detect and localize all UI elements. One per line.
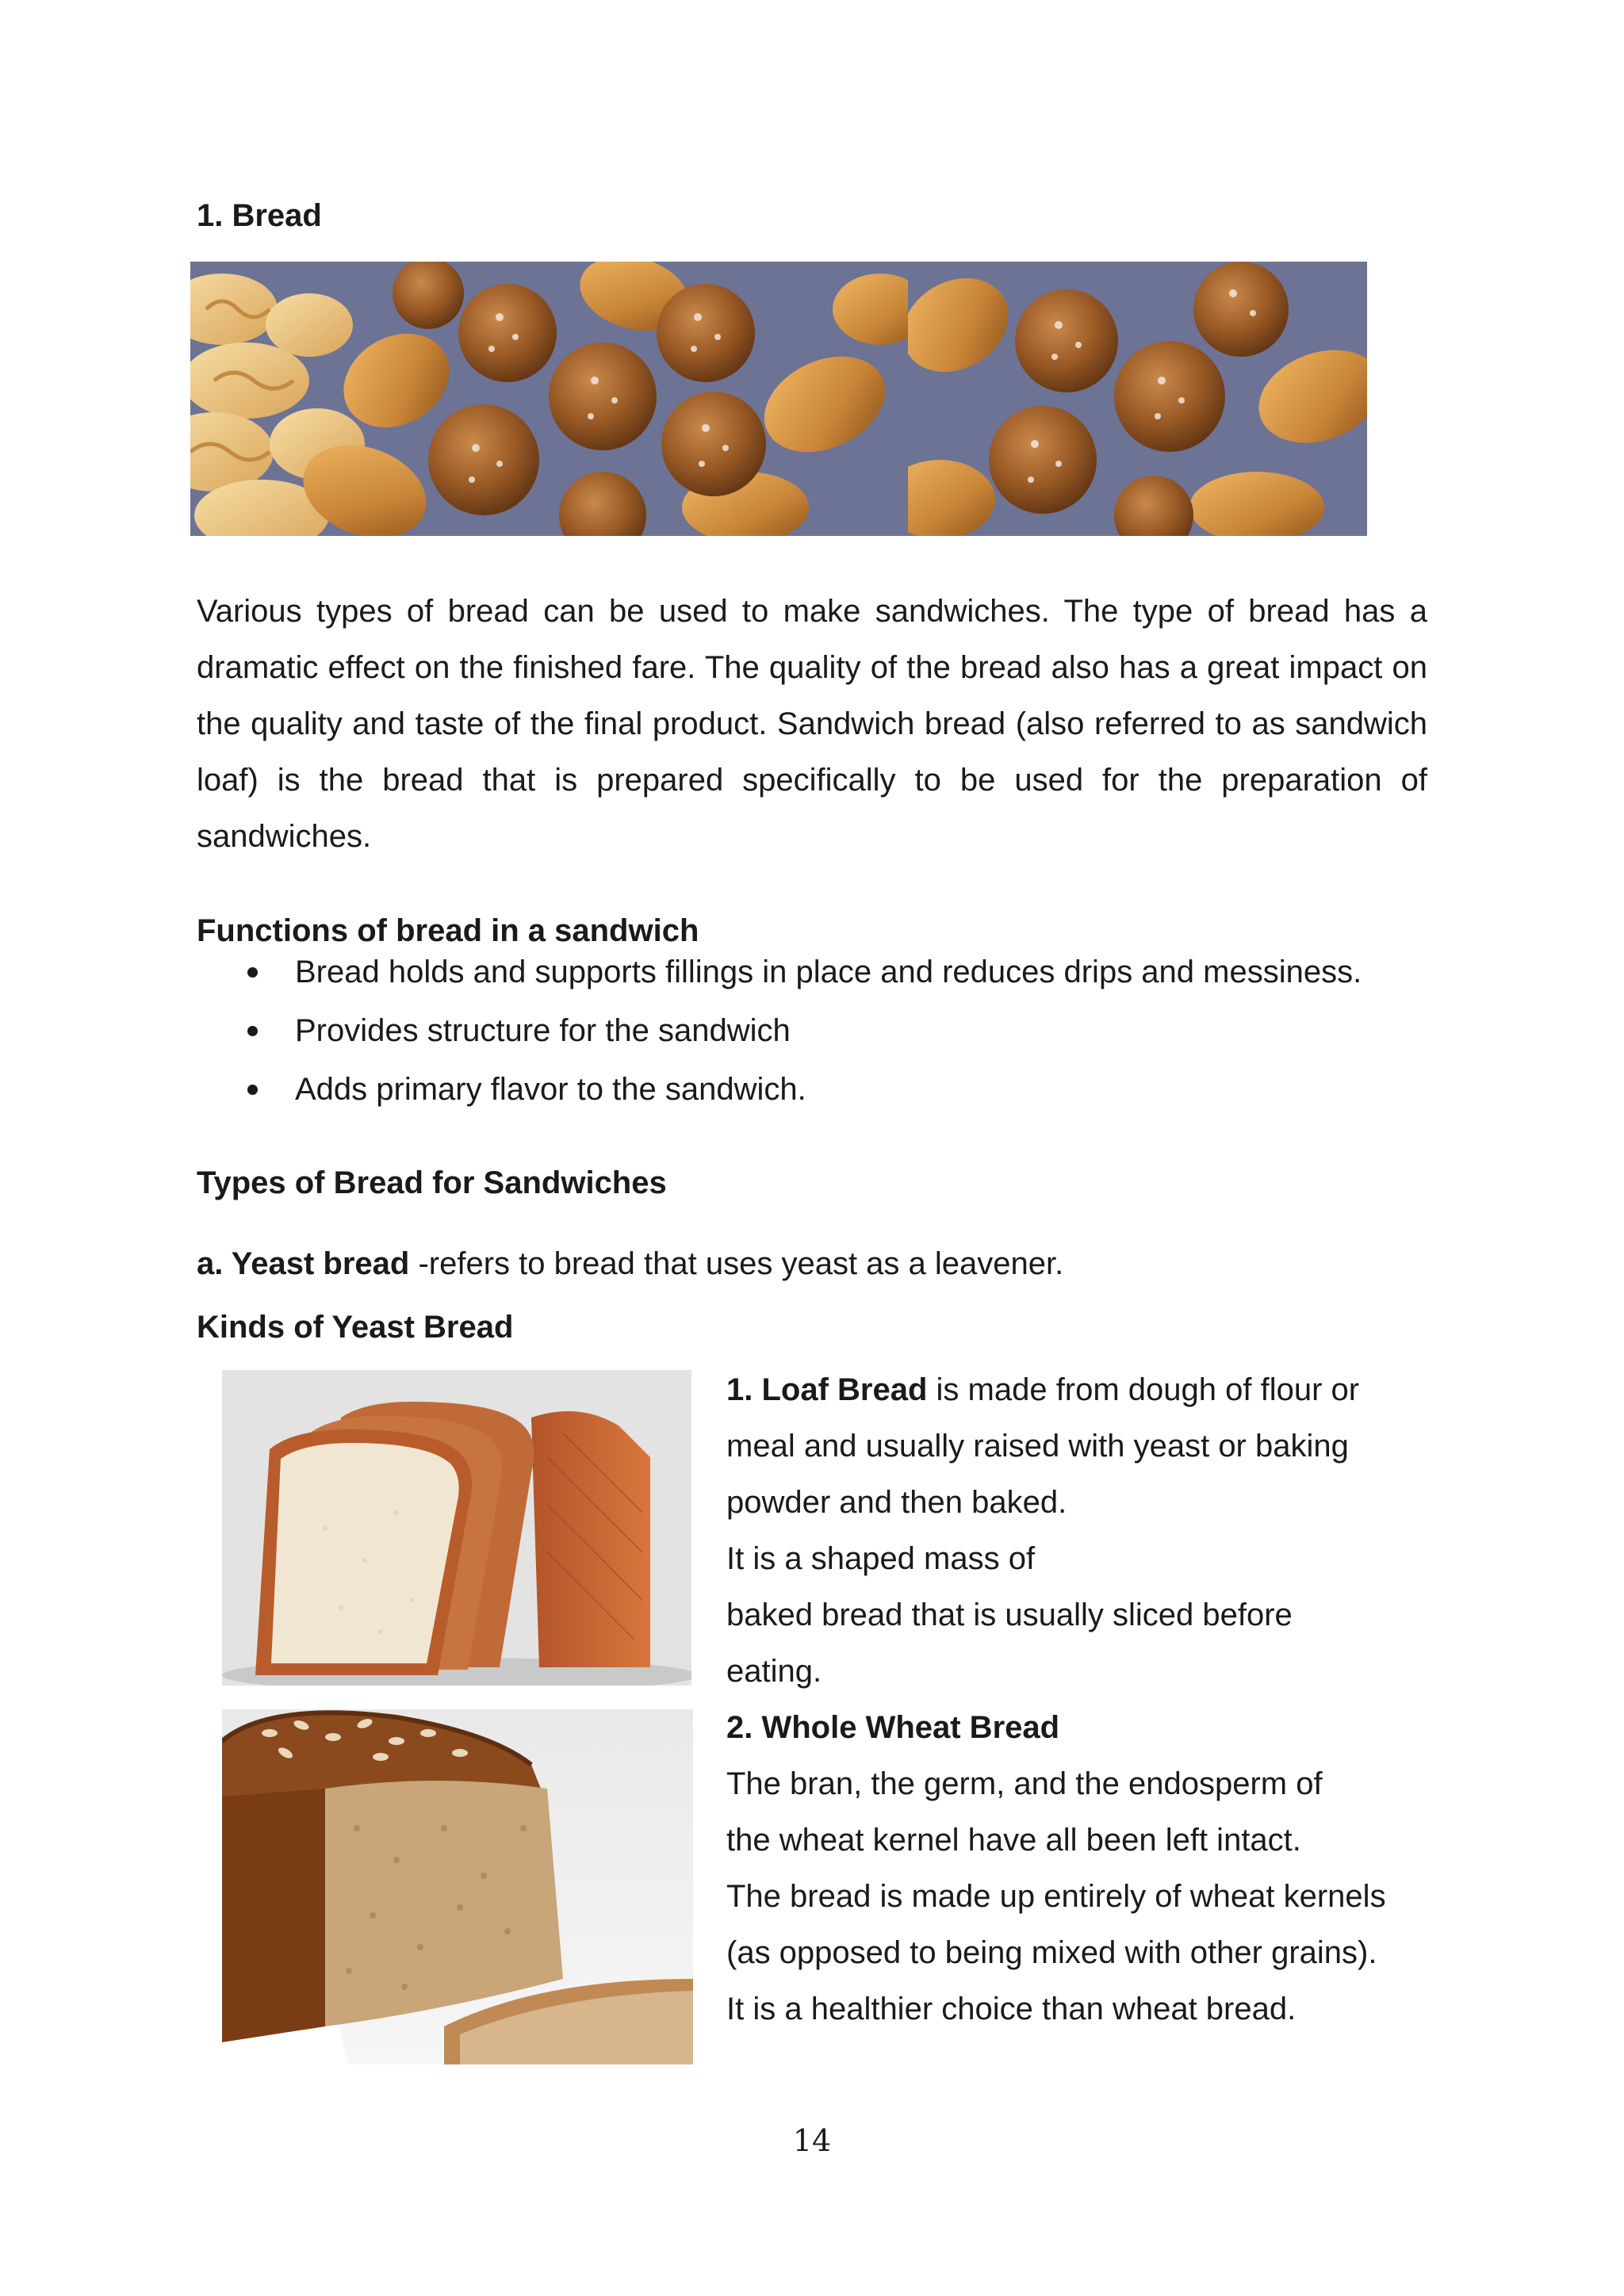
yeast-bread-label: a. Yeast bread xyxy=(197,1246,410,1281)
loaf-bread-photo xyxy=(222,1370,691,1686)
types-heading: Types of Bread for Sandwiches xyxy=(197,1165,667,1200)
pastries-photo xyxy=(190,262,1367,536)
bullet-icon xyxy=(247,967,258,978)
section-title: 1. Bread xyxy=(197,198,322,233)
loaf-bread-line: eating. xyxy=(726,1654,822,1689)
yeast-bread-descriptions xyxy=(726,1362,1424,2038)
whole-wheat-line: The bread is made up entirely of wheat kernels xyxy=(726,1879,1386,1914)
list-item: Adds primary flavor to the sandwich. xyxy=(197,1067,1465,1126)
loaf-bread-line-1: 1. Loaf Bread is made from dough of flour or xyxy=(726,1372,1360,1407)
bullet-icon xyxy=(247,1085,258,1095)
whole-wheat-title: 2. Whole Wheat Bread xyxy=(726,1710,1060,1745)
yeast-bread-definition xyxy=(197,1242,1063,1286)
yeast-bread-text: -refers to bread that uses yeast as a leavener. xyxy=(409,1246,1064,1281)
loaf-bread-line: powder and then baked. xyxy=(726,1485,1067,1520)
bullet-icon xyxy=(247,1026,258,1036)
loaf-bread-line: baked bread that is usually sliced before xyxy=(726,1598,1293,1632)
whole-wheat-line: (as opposed to being mixed with other grains). xyxy=(726,1935,1377,1970)
kinds-heading: Kinds of Yeast Bread xyxy=(197,1310,514,1345)
functions-list xyxy=(197,950,1465,1126)
intro-paragraph: Various types of bread can be used to make sandwiches. The type of bread has a dramatic effect on the finished fare. The quality of the bread also has a great impact on the quality and taste of the final product. Sandwich bread (also referred to as sandwich loaf) is the bread that is prepared specifically to be used for the preparation of sandwiches. xyxy=(197,594,1427,854)
page-number: 14 xyxy=(792,2123,832,2158)
whole-wheat-line: the wheat kernel have all been left intact. xyxy=(726,1823,1301,1858)
whole-wheat-line: The bran, the germ, and the endosperm of xyxy=(726,1766,1323,1801)
whole-wheat-bread-photo xyxy=(222,1709,693,2064)
functions-heading: Functions of bread in a sandwich xyxy=(197,913,699,948)
whole-wheat-line: It is a healthier choice than wheat bread. xyxy=(726,1992,1297,2026)
pastries-photo-right xyxy=(908,262,1367,536)
list-item: Provides structure for the sandwich xyxy=(197,1008,1465,1067)
list-item: Bread holds and supports fillings in place and reduces drips and messiness. xyxy=(197,950,1465,1008)
loaf-bread-title: 1. Loaf Bread xyxy=(726,1372,928,1407)
loaf-bread-line: It is a shaped mass of xyxy=(726,1541,1036,1576)
pastries-photo-left xyxy=(190,262,908,536)
loaf-bread-line: meal and usually raised with yeast or baking xyxy=(726,1429,1349,1464)
